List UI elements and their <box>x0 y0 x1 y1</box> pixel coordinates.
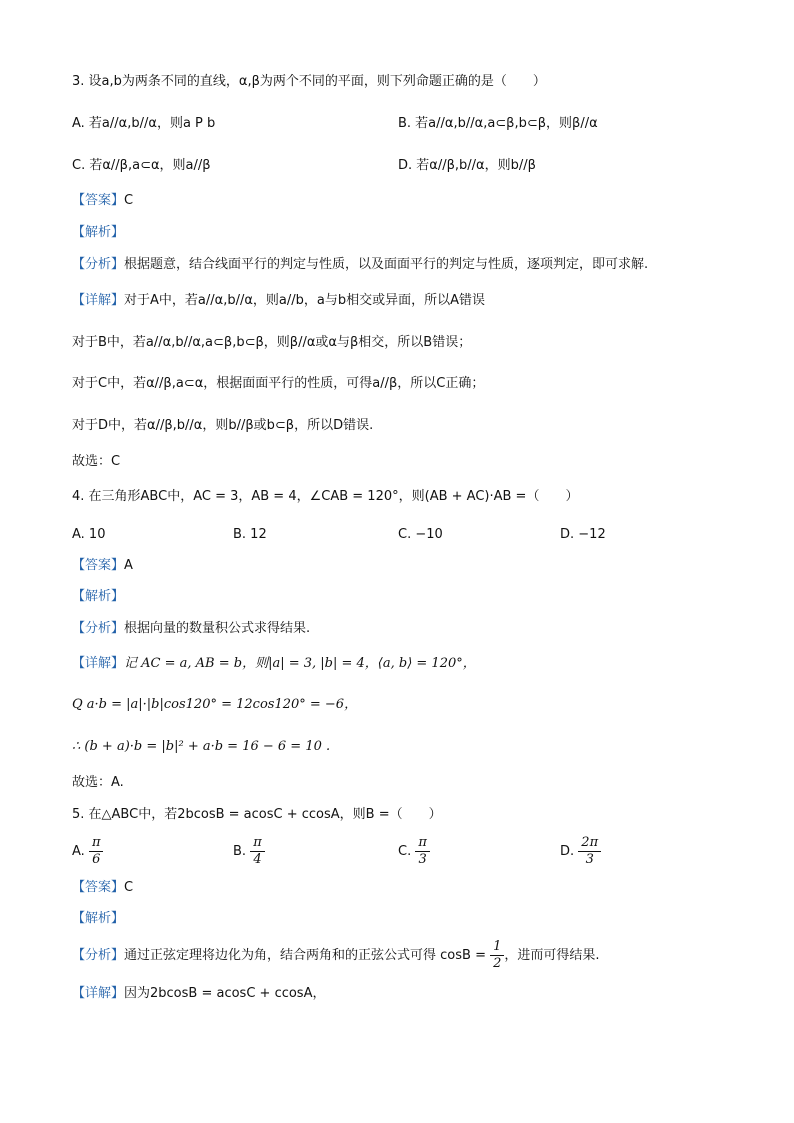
q3-line-c: 对于C中，若α//β,a⊂α，根据面面平行的性质，可得a//β，所以C正确； <box>72 376 485 391</box>
q4-xiangjie <box>72 654 476 674</box>
answer-tag: 【答案】 <box>72 193 125 208</box>
q5-xiangjie <box>72 984 325 1004</box>
q3-stem: 3. 设a,b为两条不同的直线，α,β为两个不同的平面，则下列命题正确的是（ ） <box>72 74 546 89</box>
option-label: A. <box>72 844 85 859</box>
fraction <box>490 939 504 972</box>
option-label: C. <box>398 844 412 859</box>
q4-stem: 4. 在三角形ABC中，AC = 3，AB = 4，∠CAB = 120°，则(AB + AC)·AB =（ ） <box>72 489 579 504</box>
q5-option-a <box>72 834 103 870</box>
q4-option-c: C. −10 <box>398 527 443 542</box>
q5-analysis-tag <box>72 909 124 929</box>
fenxi-text: 根据题意，结合线面平行的判定与性质，以及面面平行的判定与性质，逐项判定，即可求解. <box>124 257 649 272</box>
xiangjie-tag: 【详解】 <box>72 656 125 671</box>
q5-answer <box>72 878 133 898</box>
q3-xiangjie <box>72 291 485 311</box>
fenxi-text-pre: 通过正弦定理将边化为角，结合两角和的正弦公式可得 cosB = <box>124 948 486 963</box>
q3-option-a: A. 若a//α,b//α，则a P b <box>72 116 216 131</box>
fraction <box>250 835 265 868</box>
q4-step-2: ∴ (b + a)·b = |b|² + a·b = 16 − 6 = 10 . <box>72 739 331 754</box>
q3-line-d: 对于D中，若α//β,b//α，则b//β或b⊂β，所以D错误. <box>72 418 374 433</box>
analysis-tag: 【解析】 <box>72 911 125 926</box>
q4-answer <box>72 556 133 576</box>
xiangjie-text: 记 AC = a, AB = b，则|a| = 3, |b| = 4，⟨a, b⟩ = 120°， <box>124 656 476 671</box>
q5-option-c <box>398 834 430 870</box>
fraction-numerator: π <box>415 835 430 852</box>
q3-option-b: B. 若a//α,b//α,a⊂β,b⊂β，则β//α <box>398 116 598 131</box>
fraction-denominator: 6 <box>92 852 101 867</box>
q3-line-b: 对于B中，若a//α,b//α,a⊂β,b⊂β，则β//α或α与β相交，所以B错误； <box>72 335 472 350</box>
fraction <box>89 835 104 868</box>
q4-option-a: A. 10 <box>72 527 106 542</box>
q3-option-d: D. 若α//β,b//α，则b//β <box>398 158 536 173</box>
q5-option-d <box>560 834 601 870</box>
option-label: B. <box>233 844 247 859</box>
fenxi-text: 根据向量的数量积公式求得结果. <box>124 621 311 636</box>
q5-option-b <box>233 834 265 870</box>
xiangjie-tag: 【详解】 <box>72 986 125 1001</box>
answer-tag: 【答案】 <box>72 558 125 573</box>
fraction <box>415 835 430 868</box>
q4-choose: 故选：A. <box>72 775 124 790</box>
fraction-numerator: 1 <box>490 939 504 956</box>
analysis-tag: 【解析】 <box>72 589 125 604</box>
xiangjie-text: 因为2bcosB = acosC + ccosA， <box>124 986 326 1001</box>
fraction-denominator: 4 <box>253 852 262 867</box>
analysis-tag: 【解析】 <box>72 225 125 240</box>
q4-option-d: D. −12 <box>560 527 606 542</box>
fenxi-text-post: ，进而可得结果. <box>504 948 600 963</box>
xiangjie-tag: 【详解】 <box>72 293 125 308</box>
answer-value: C <box>124 193 134 208</box>
fenxi-tag: 【分析】 <box>72 257 125 272</box>
xiangjie-text: 对于A中，若a//α,b//α，则a//b，a与b相交或异面，所以A错误 <box>124 293 486 308</box>
answer-value: C <box>124 880 134 895</box>
fraction-numerator: 2π <box>578 835 601 852</box>
q3-choose: 故选：C <box>72 454 121 469</box>
q4-option-b: B. 12 <box>233 527 267 542</box>
q3-fenxi <box>72 255 648 275</box>
q4-analysis-tag <box>72 587 124 607</box>
q3-answer <box>72 191 133 211</box>
fraction-denominator: 3 <box>585 852 594 867</box>
fenxi-tag: 【分析】 <box>72 621 125 636</box>
fraction-denominator: 2 <box>493 956 502 971</box>
fraction-numerator: π <box>250 835 265 852</box>
q4-step-1: Q a·b = |a|·|b|cos120° = 12cos120° = −6， <box>72 697 358 712</box>
option-label: D. <box>560 844 575 859</box>
q3-analysis-tag <box>72 223 124 243</box>
fraction-denominator: 3 <box>418 852 427 867</box>
answer-tag: 【答案】 <box>72 880 125 895</box>
fraction <box>578 835 601 868</box>
q3-option-c: C. 若α//β,a⊂α，则a//β <box>72 158 211 173</box>
answer-value: A <box>124 558 133 573</box>
q5-stem: 5. 在△ABC中，若2bcosB = acosC + ccosA，则B =（ ） <box>72 807 442 822</box>
fraction-numerator: π <box>89 835 104 852</box>
q4-fenxi <box>72 619 310 639</box>
q5-fenxi <box>72 938 600 974</box>
fenxi-tag: 【分析】 <box>72 948 125 963</box>
